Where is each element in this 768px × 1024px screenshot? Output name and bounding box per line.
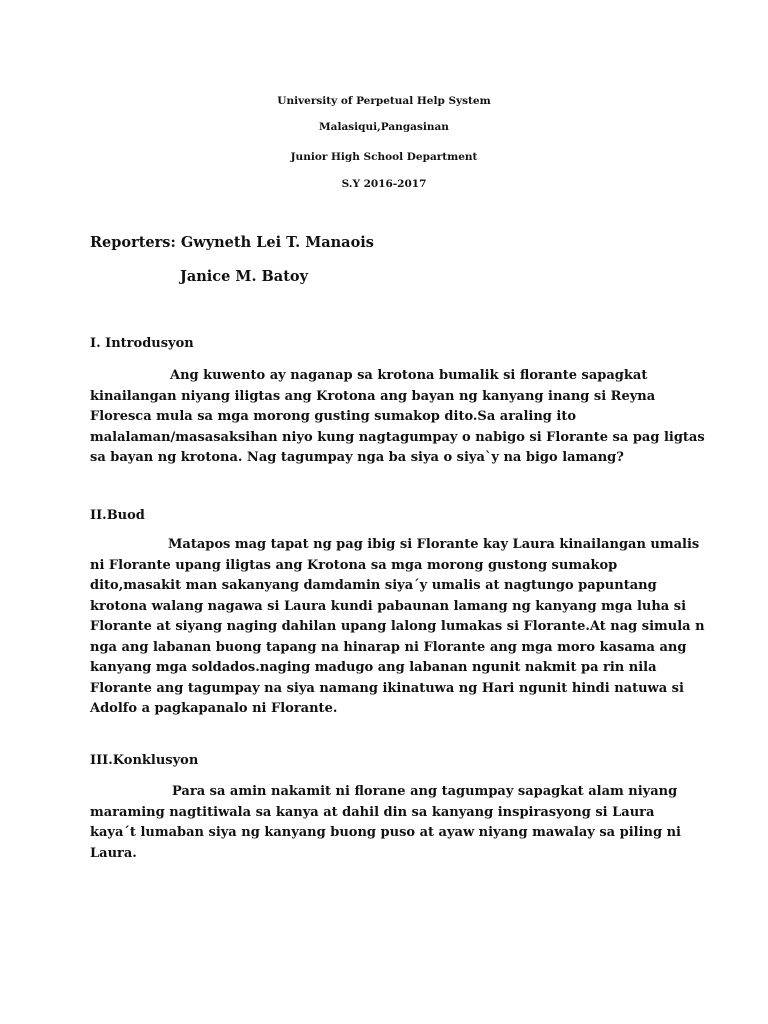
paragraph-line: Floresca mula sa mga morong gusting sumakop dito.Sa araling ito: [90, 409, 577, 424]
header-department: Junior High School Department: [290, 151, 478, 163]
paragraph-line: Florante at siyang naging dahilan upang lalong lumakas si Florante.At nag simula n: [90, 619, 705, 634]
paragraph-line: dito,masakit man sakanyang damdamin siya´y umalis at nagtungo papuntang: [90, 578, 657, 593]
paragraph-line: malalaman/masasaksihan niyo kung nagtagumpay o nabigo si Florante sa pag ligtas: [90, 429, 705, 445]
paragraph-line: Adolfo a pagkapanalo ni Florante.: [90, 701, 338, 716]
paragraph-line: nga ang labanan buong tapang na hinarap ni Florante ang mga moro kasama ang: [90, 639, 687, 655]
paragraph-line: Florante ang tagumpay na siya namang ikinatuwa ng Hari ngunit hindi natuwa si: [90, 680, 684, 696]
paragraph-line: Matapos mag tapat ng pag ibig si Florante kay Laura kinailangan umalis: [168, 537, 700, 552]
paragraph-line: maraming nagtitiwala sa kanya at dahil din sa kanyang inspirasyong si Laura: [90, 804, 655, 820]
paragraph-introdusyon: [90, 366, 705, 469]
paragraph-line: kinailangan niyang iligtas ang Krotona ang bayan ng kanyang inang si Reyna: [90, 388, 656, 404]
paragraph-konklusyon: [90, 782, 690, 864]
paragraph-line: ni Florante upang iligtas ang Krotona sa mga morong gustong sumakop: [90, 557, 618, 573]
paragraph-line: krotona walang nagawa si Laura kundi pabaunan lamang ng kanyang mga luha si: [90, 598, 687, 614]
reporters-line-2: Janice M. Batoy: [180, 268, 309, 285]
paragraph-line: sa bayan ng krotona. Nag tagumpay nga ba siya o siya`y na bigo lamang?: [90, 450, 624, 465]
paragraph-line: kanyang mga soldados.naging madugo ang labanan ngunit nakmit pa rin nila: [90, 660, 657, 675]
section-heading-konklusyon: III.Konklusyon: [90, 753, 199, 768]
header-location: Malasiqui,Pangasinan: [319, 121, 449, 133]
paragraph-line: Laura.: [90, 845, 137, 861]
header-university: University of Perpetual Help System: [277, 95, 491, 107]
paragraph-line: Ang kuwento ay naganap sa krotona bumalik si florante sapagkat: [170, 368, 648, 383]
reporters-line-1: Reporters: Gwyneth Lei T. Manaois: [90, 234, 374, 251]
paragraph-buod: [90, 535, 705, 720]
section-heading-buod: II.Buod: [90, 508, 145, 523]
section-heading-introdusyon: I. Introdusyon: [90, 336, 194, 351]
paragraph-line: Para sa amin nakamit ni florane ang tagumpay sapagkat alam niyang: [172, 784, 678, 799]
paragraph-line: kaya´t lumaban siya ng kanyang buong puso at ayaw niyang mawalay sa piling ni: [90, 825, 681, 840]
header-school-year: S.Y 2016-2017: [341, 178, 427, 190]
